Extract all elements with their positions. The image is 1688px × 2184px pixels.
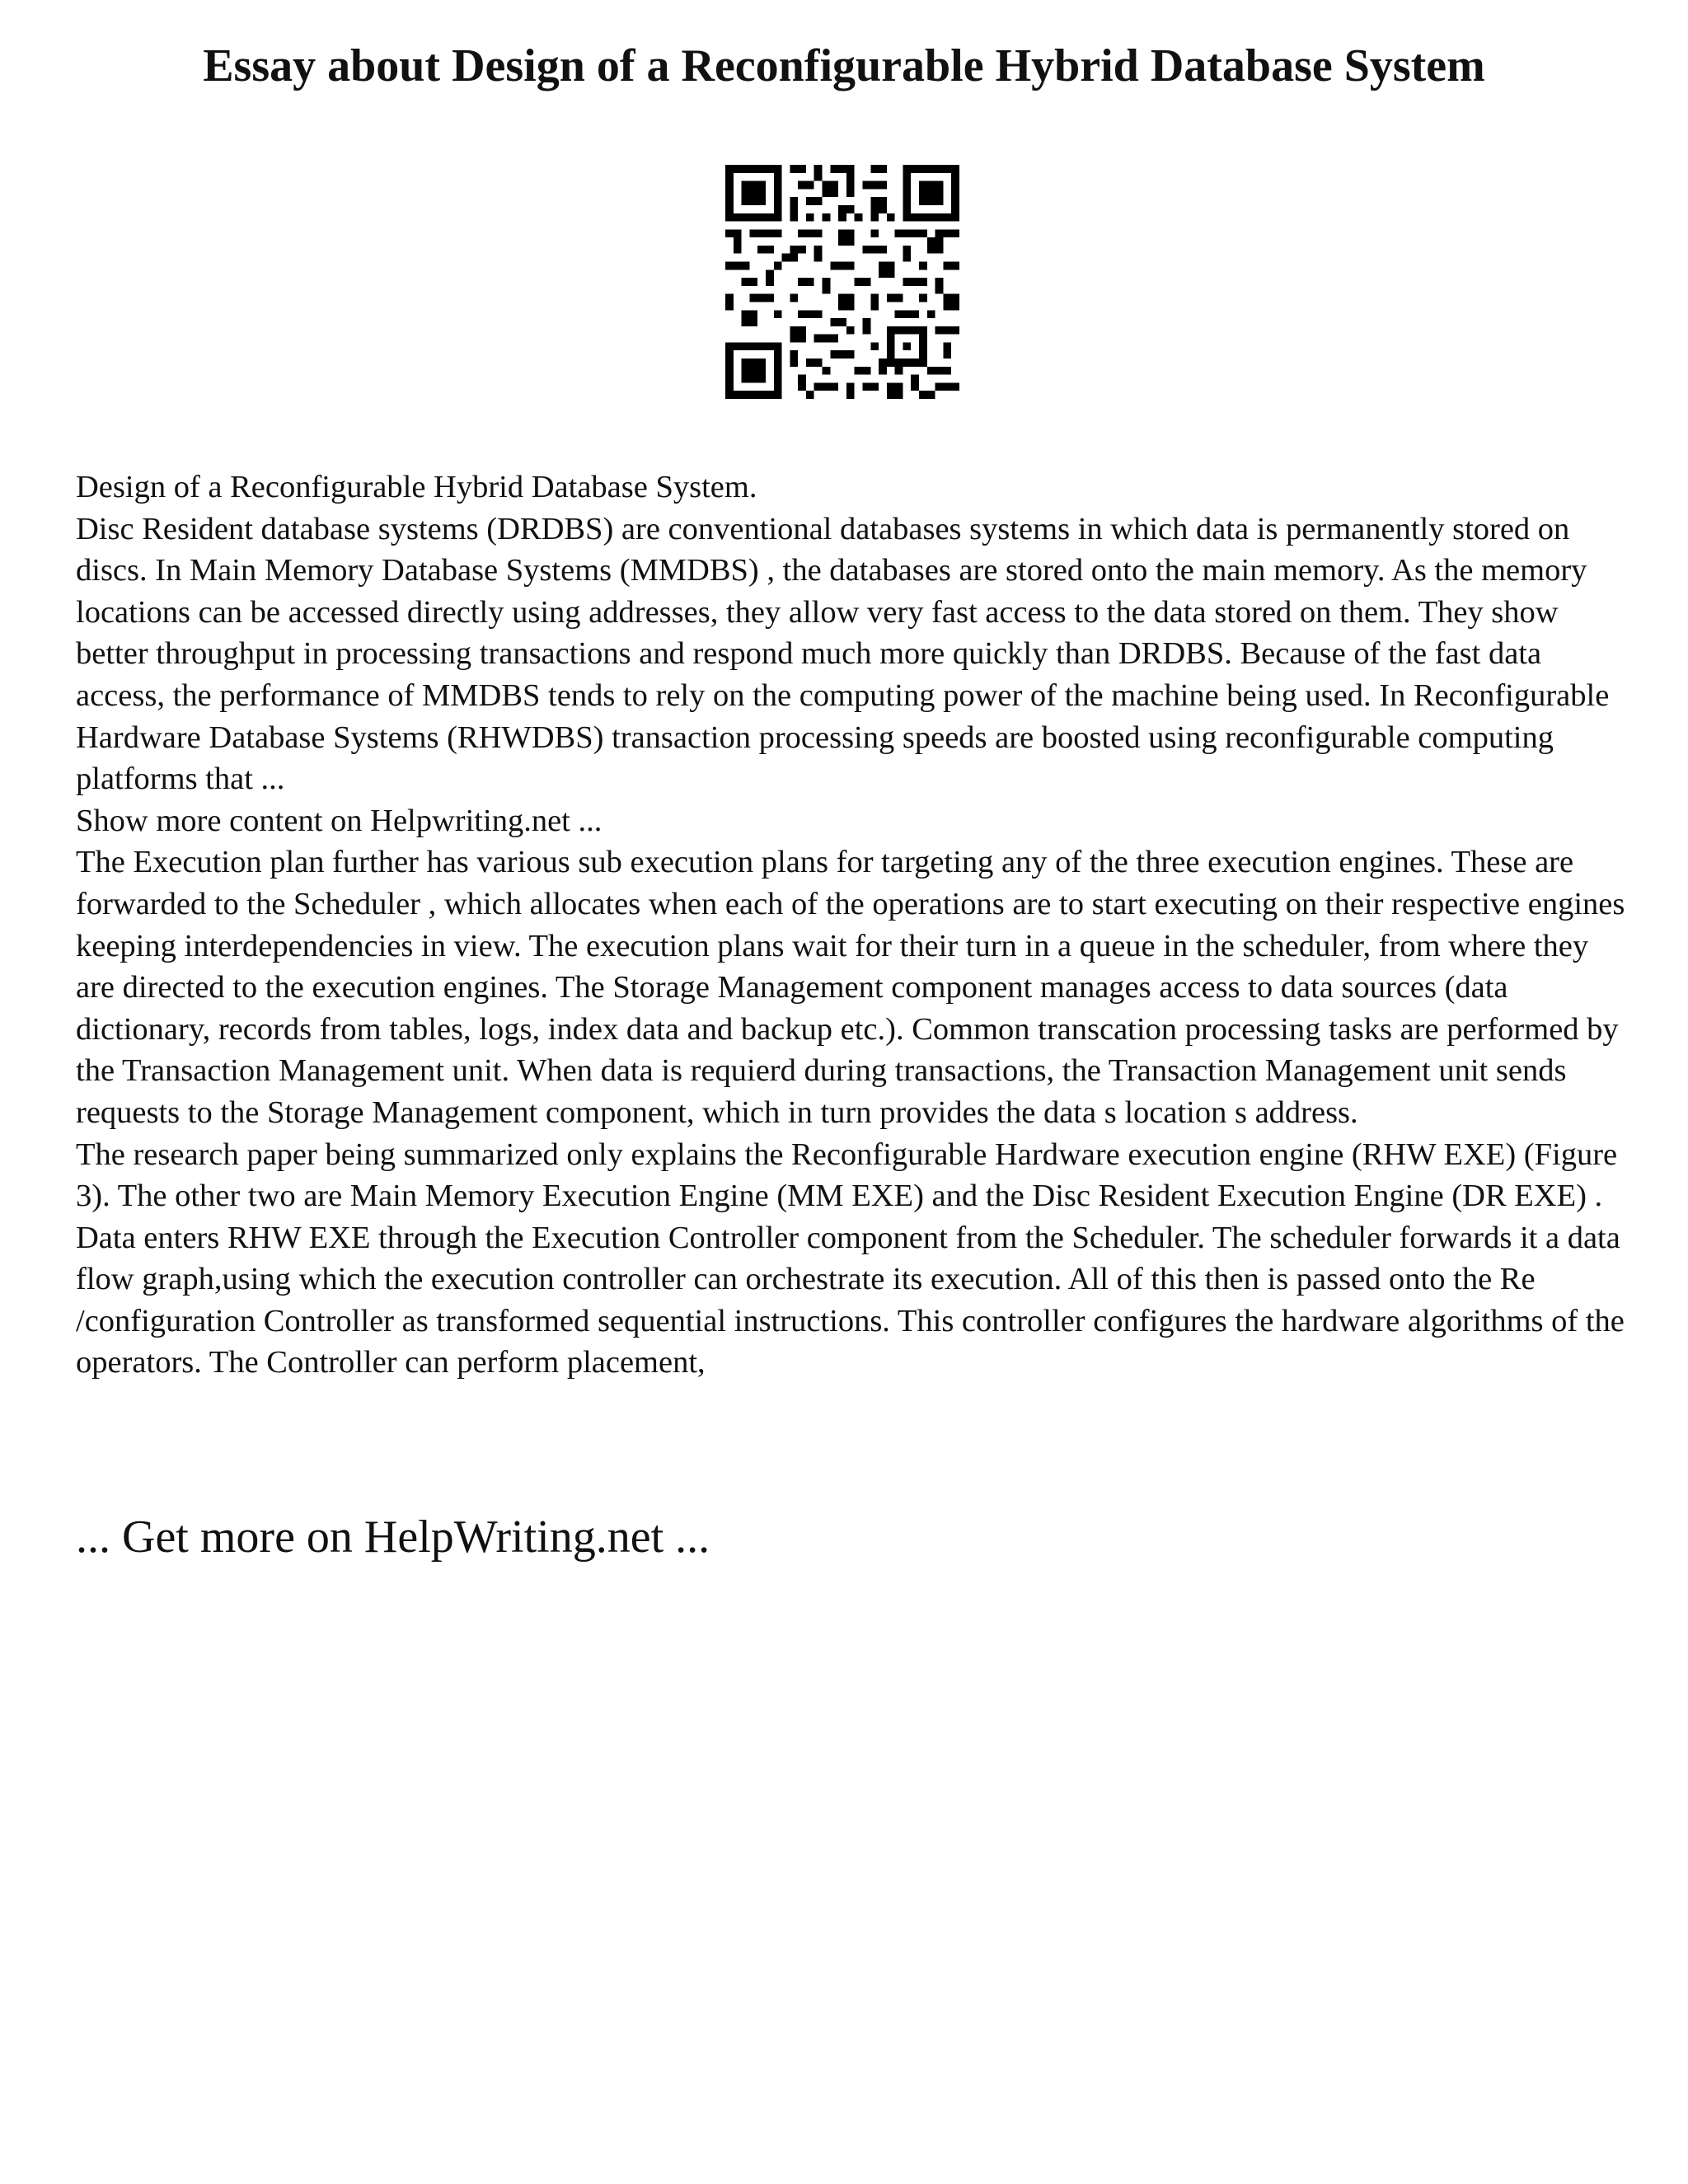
essay-body xyxy=(76,466,1625,1384)
document-title: Essay about Design of a Reconfigurable Hybrid Database System xyxy=(203,40,1485,91)
show-more-text: Show more content on Helpwriting.net ... xyxy=(76,803,603,838)
paragraph: The research paper being summarized only explains the Reconfigurable Hardware execution engine (RHW EXE) (Figure 3). The other two are Main Memory Execution Engine (MM EXE) and the Disc Resident Execution Engine (DR EXE) . xyxy=(76,1137,1618,1214)
paragraph: Data enters RHW EXE through the Execution Controller component from the Scheduler. The scheduler forwards it a data flow graph,using which the execution controller can orchestrate its execution. All of this then is passed onto the Re /configuration Controller as transformed sequential instructions. This controller configures the hardware algorithms of the operators. The Controller can perform placement, xyxy=(76,1220,1625,1380)
qr-code-graphic xyxy=(725,165,959,399)
paragraph-heading: Design of a Reconfigurable Hybrid Database System. xyxy=(76,470,757,504)
paragraph: Disc Resident database systems (DRDBS) are conventional databases systems in which data is permanently stored on discs. In Main Memory Database Systems (MMDBS) , the databases are stored onto the main memory. As the memory locations can be accessed directly using addresses, they allow very fast access to the data stored on them. They show better throughput in processing transactions and respond much more quickly than DRDBS. Because of the fast data access, the performance of MMDBS tends to rely on the computing power of the machine being used. In Reconfigurable Hardware Database Systems (RHWDBS) transaction processing speeds are boosted using reconfigurable computing platforms that ... xyxy=(76,511,1610,797)
paragraph: The Execution plan further has various sub execution plans for targeting any of the three execution engines. These are forwarded to the Scheduler , which allocates when each of the operations are to start executing on their respective engines keeping interdependencies in view. The execution plans wait for their turn in a queue in the scheduler, from where they are directed to the execution engines. The Storage Management component manages access to data sources (data dictionary, records from tables, logs, index data and backup etc.). Common transcation processing tasks are performed by the Transaction Management unit. When data is requierd during transactions, the Transaction Management unit sends requests to the Storage Management component, which in turn provides the data s location s address. xyxy=(76,845,1625,1130)
qr-code xyxy=(725,165,959,399)
get-more-link[interactable]: ... Get more on HelpWriting.net ... xyxy=(76,1511,710,1563)
